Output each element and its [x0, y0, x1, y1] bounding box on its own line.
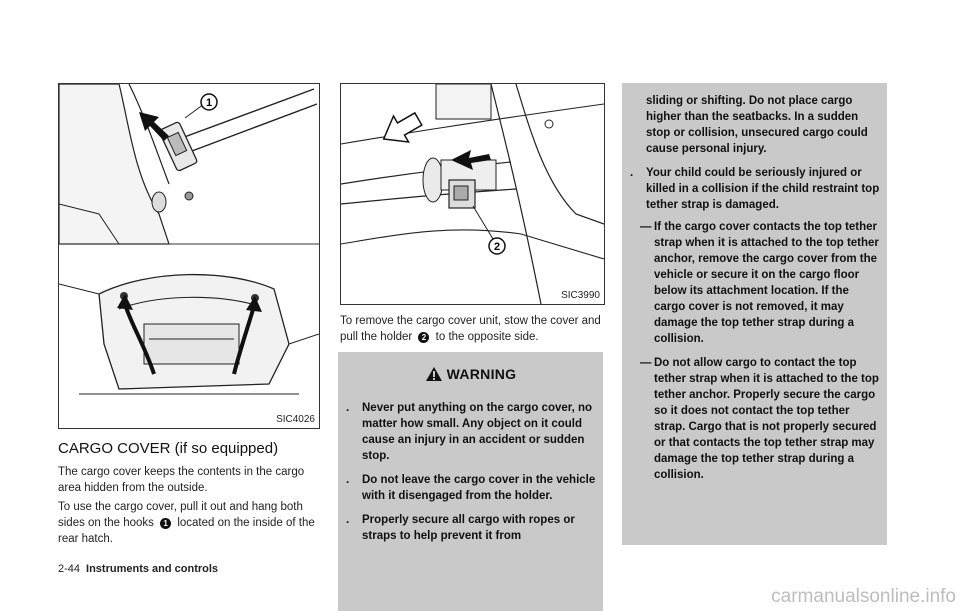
- warning-item: [630, 165, 880, 483]
- callout-1-badge: 1: [160, 518, 171, 529]
- warning-item-continued: [630, 93, 880, 157]
- bullet: .: [346, 474, 350, 486]
- paragraph-remove-text-a: To remove the cargo cover unit, stow the cover and pull the holder: [340, 315, 601, 343]
- section-heading: CARGO COVER (if so equipped): [58, 440, 279, 457]
- warning-item: [346, 400, 596, 464]
- warning-item-text: Do not leave the cargo cover in the vehicle with it disengaged from the holder.: [362, 474, 596, 502]
- dash: —: [640, 221, 652, 233]
- warning-subitem: [630, 219, 880, 347]
- bullet: .: [630, 167, 634, 179]
- footer-section-title: Instruments and controls: [86, 563, 219, 575]
- paragraph-intro: [58, 464, 320, 496]
- warning-list: [346, 400, 596, 552]
- figure-cover-holder: [340, 83, 605, 305]
- warning-heading: [338, 366, 603, 382]
- paragraph-usage-text-b: located on the inside of the rear hatch.: [58, 517, 315, 545]
- cover-holder-illustration: [341, 84, 604, 304]
- warning-item-text: Never put anything on the cargo cover, no matter how small. Any object on it could cause an injury in an accident or sudden stop.: [362, 402, 593, 462]
- dash: —: [640, 357, 652, 369]
- paragraph-remove: [340, 313, 606, 345]
- warning-subitem-text: If the cargo cover contacts the top tether strap when it is attached to the top tether anchor, remove the cargo cover from the vehicle or secure it on the cargo floor below its attachment location. If the cargo cover is not removed, it may damage the top tether strap during a collision.: [654, 221, 879, 345]
- warning-box: [338, 352, 603, 611]
- warning-list-continued: [630, 93, 880, 491]
- figure-code: SIC3990: [561, 290, 600, 301]
- warning-item: [346, 472, 596, 504]
- svg-text:1: 1: [205, 97, 213, 109]
- figure-hatch-hooks: [58, 83, 320, 429]
- warning-item-text: Properly secure all cargo with ropes or straps to help prevent it from: [362, 514, 575, 542]
- warning-subitem-text: Do not allow cargo to contact the top tether strap when it is attached to the top tether anchor. Properly secure the cargo so it does not contact the top tether strap. Cargo that is not properly secured or that contacts the top tether strap may damage the top tether strap during a collision.: [654, 357, 879, 481]
- warning-triangle-icon: [425, 366, 443, 382]
- page-number: 2-44: [58, 563, 81, 575]
- paragraph-usage: [58, 499, 320, 547]
- paragraph-remove-text-b: to the opposite side.: [435, 331, 539, 343]
- watermark-text: carmanualsonline.info: [771, 586, 956, 607]
- warning-subitem: [630, 355, 880, 483]
- page-footer: [58, 563, 218, 575]
- figure-code: SIC4026: [276, 414, 315, 425]
- callout-2-badge: 2: [418, 332, 429, 343]
- hatch-hook-illustration: [59, 84, 319, 428]
- warning-item-text: sliding or shifting. Do not place cargo higher than the seatbacks. In a sudden stop or collision, unsecured cargo could cause personal injury.: [646, 95, 868, 155]
- svg-text:2: 2: [493, 241, 501, 253]
- paragraph-usage-text-a: To use the cargo cover, pull it out and hang both sides on the hooks: [58, 501, 303, 529]
- paragraph-intro-text: The cargo cover keeps the contents in the cargo area hidden from the outside.: [58, 466, 305, 494]
- bullet: .: [346, 514, 350, 526]
- warning-title: WARNING: [446, 366, 517, 382]
- bullet: .: [346, 402, 350, 414]
- warning-item: [346, 512, 596, 544]
- warning-item-text: Your child could be seriously injured or killed in a collision if the child restraint top tether strap is damaged.: [646, 167, 880, 211]
- warning-box-continued: [622, 83, 887, 545]
